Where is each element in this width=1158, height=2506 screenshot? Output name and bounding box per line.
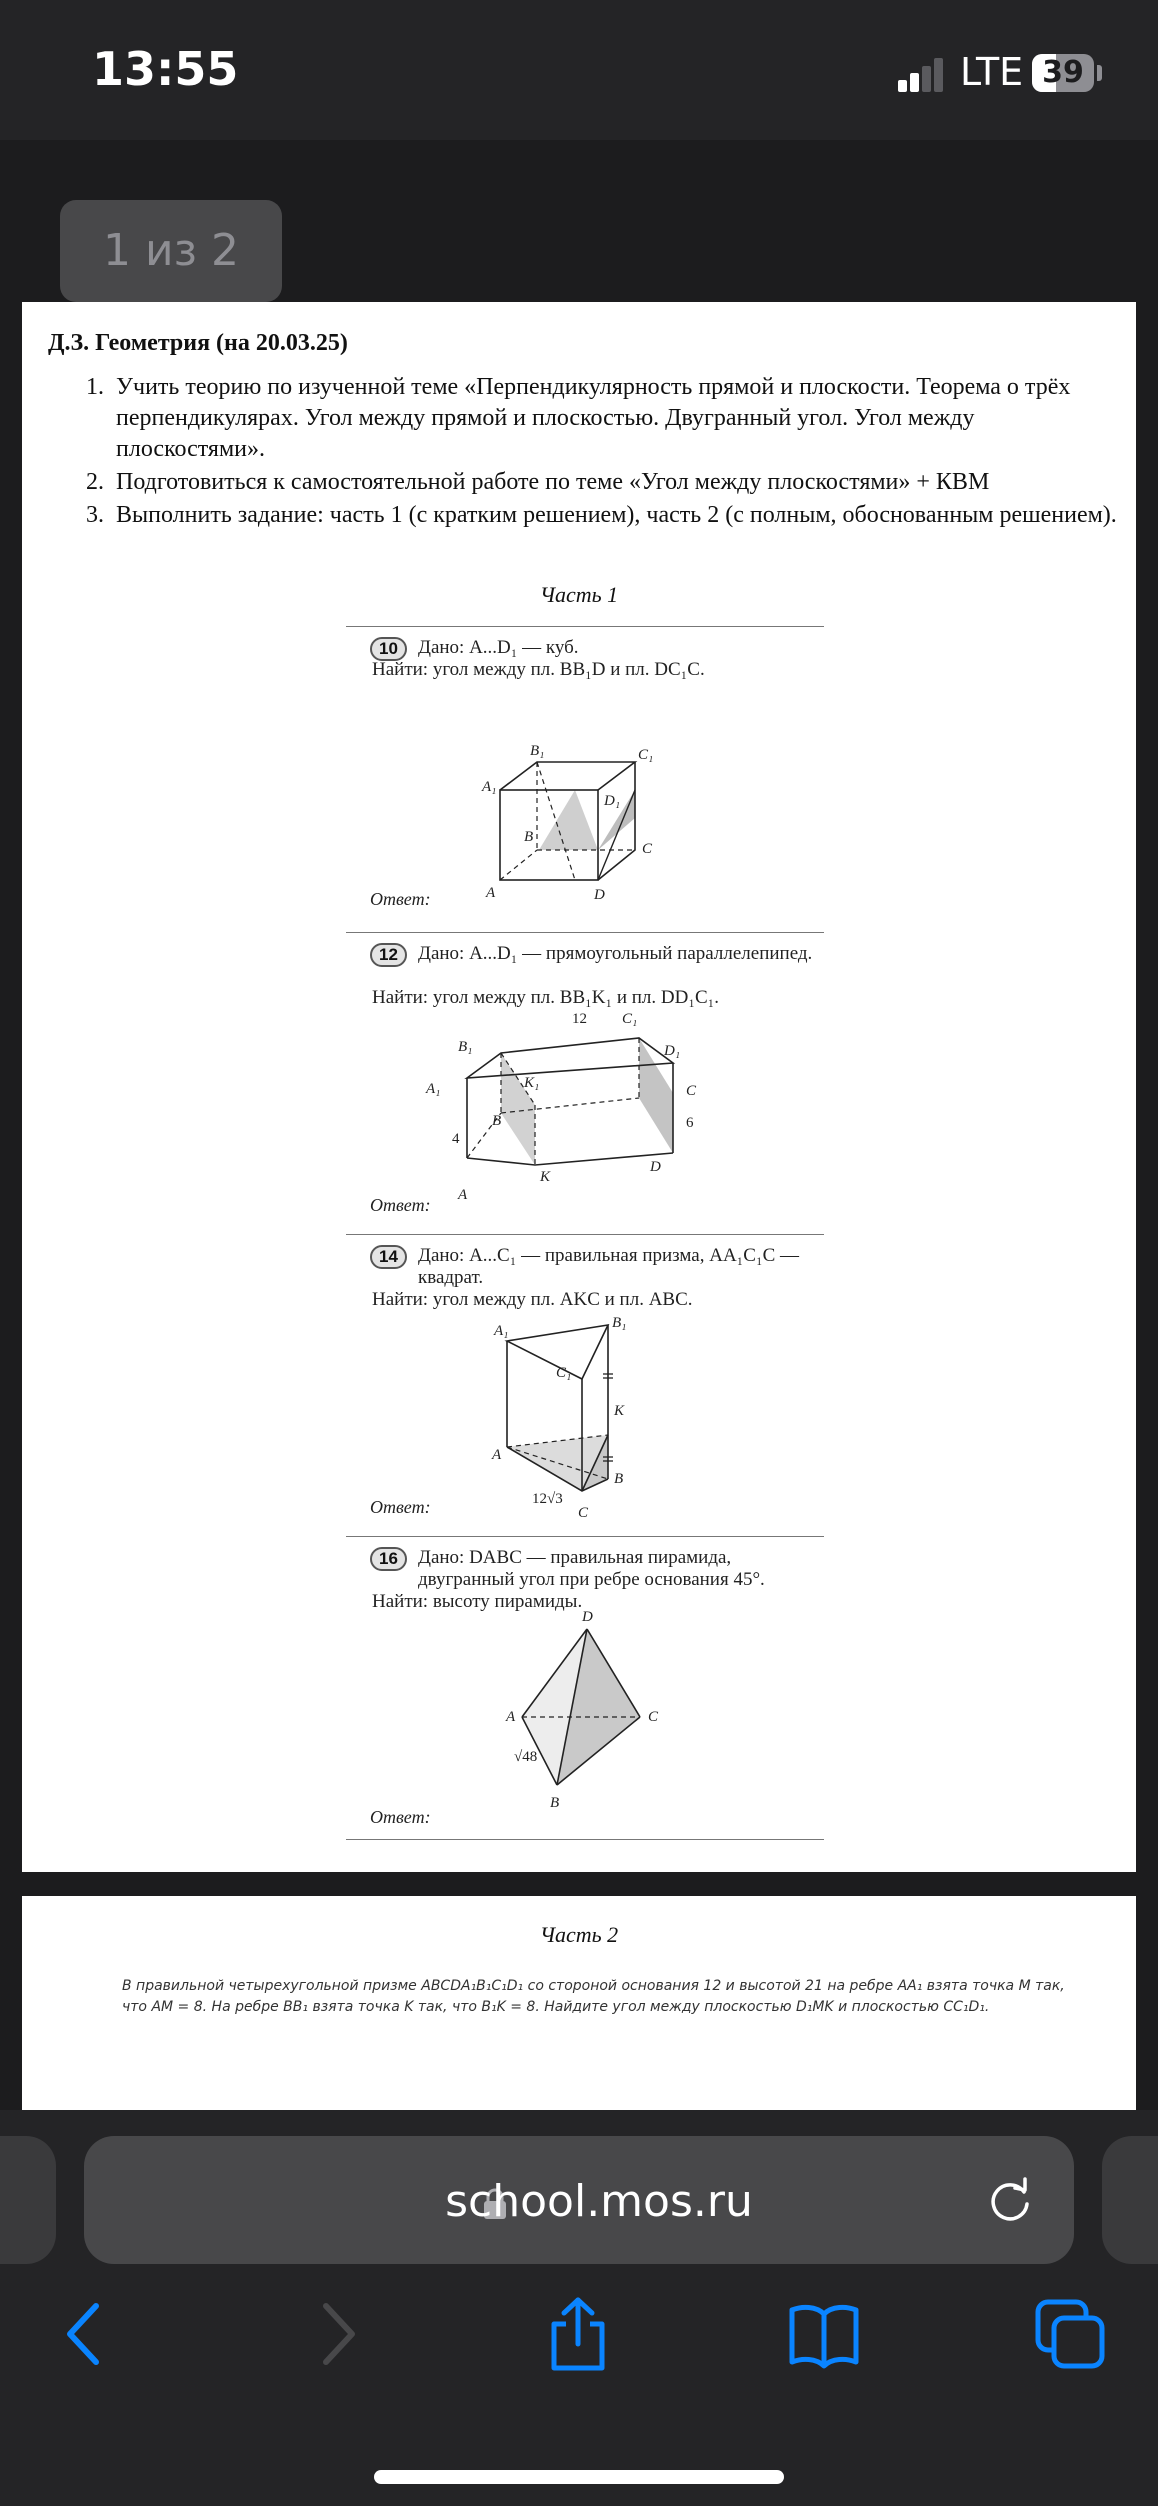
point-label: B₁	[530, 743, 545, 759]
problem-answer: Ответ:	[370, 889, 431, 909]
problem-10	[346, 626, 824, 917]
point-label: C₁	[622, 1011, 638, 1027]
point-label: C₁	[556, 1365, 572, 1381]
problem-given: Дано: A...D₁ — прямоугольный параллелепипед.	[418, 943, 813, 964]
point-label: D₁	[604, 793, 621, 809]
battery-nub	[1097, 65, 1102, 81]
point-label: D₁	[664, 1043, 681, 1059]
task-text: Выполнить задание: часть 1 (с кратким решением), часть 2 (с полным, обоснованным решением).	[116, 502, 1117, 528]
next-tab-preview[interactable]	[1102, 2136, 1158, 2264]
problem-find: Найти: высоту пирамиды.	[372, 1591, 583, 1612]
problem-number: 14	[370, 1245, 407, 1269]
forward-chevron-right-icon[interactable]	[298, 2296, 374, 2372]
problem-16	[346, 1536, 824, 1840]
problem-12	[346, 932, 824, 1223]
task-list	[48, 372, 1118, 533]
problem-given: Дано: A...C₁ — правильная призма, AA₁C₁C — квадрат.	[418, 1245, 800, 1288]
previous-tab-preview[interactable]	[0, 2136, 56, 2264]
task-number: 1.	[86, 374, 104, 400]
problem-given: Дано: DABC — правильная пирамида, двугранный угол при ребре основания 45°.	[418, 1547, 765, 1590]
point-label: D	[650, 1159, 661, 1175]
browser-bottom-bar	[0, 2110, 1158, 2506]
point-label: C₁	[638, 747, 654, 763]
address-bar[interactable]	[84, 2136, 1074, 2264]
point-label: K	[614, 1403, 625, 1419]
problem-answer: Ответ:	[370, 1497, 431, 1517]
tabs-icon[interactable]	[1032, 2296, 1108, 2372]
cube-diagram	[464, 707, 774, 917]
point-label: D	[594, 887, 605, 903]
task-item	[48, 467, 1118, 498]
point-label: C	[578, 1505, 589, 1521]
point-label: B	[550, 1795, 560, 1811]
dimension-width: 4	[452, 1131, 460, 1147]
task-number: 3.	[86, 502, 104, 528]
dimension-length: 12	[572, 1011, 587, 1027]
point-label: D	[582, 1609, 593, 1625]
task-number: 2.	[86, 469, 104, 495]
pyramid-diagram	[464, 1607, 804, 1839]
parallelepiped-diagram	[452, 1003, 784, 1223]
point-label: A	[486, 885, 496, 901]
task-text: Подготовиться к самостоятельной работе по теме «Угол между плоскостями» + КВМ	[116, 469, 990, 495]
network-type: LTE	[960, 50, 1024, 94]
point-label: B	[492, 1113, 502, 1129]
share-icon[interactable]	[540, 2296, 616, 2372]
point-label: A	[492, 1447, 502, 1463]
point-label: C	[642, 841, 653, 857]
part2-heading: Часть 2	[539, 1922, 619, 1947]
battery-icon	[1032, 54, 1094, 92]
problem-number: 16	[370, 1547, 407, 1571]
dimension-height: 6	[686, 1115, 694, 1131]
problem-find: Найти: угол между пл. BB₁K₁ и пл. DD₁C₁.	[372, 987, 720, 1008]
point-label: B₁	[458, 1039, 473, 1055]
status-bar	[0, 0, 1158, 140]
problem-find: Найти: угол между пл. AKC и пл. ABC.	[372, 1289, 693, 1310]
problem-find: Найти: угол между пл. BB₁D и пл. DC₁C.	[372, 659, 705, 680]
point-label: C	[686, 1083, 697, 1099]
side-length: 12√3	[532, 1491, 563, 1507]
part2-problem-text: В правильной четырехугольной призме ABCDA₁B₁C₁D₁ со стороной основания 12 и высотой 21 на ребре AA₁ взята точка M так, что AM = 8. На ребре BB₁ взята точка K так, что B₁K = 8. Найдите угол между плоскостью D₁MK и плоскостью CC₁D₁.	[122, 1978, 1065, 2015]
point-label-a1	[426, 1073, 466, 1123]
point-label: C	[648, 1709, 659, 1725]
point-label: A	[458, 1187, 468, 1203]
battery-level: 39	[1042, 55, 1084, 90]
problem-number: 12	[370, 943, 407, 967]
task-text: Учить теорию по изученной теме «Перпендикулярность прямой и плоскости. Теорема о трёх перпендикулярах. Угол между прямой и плоскостью. Двугранный угол. Угол между плоскостями».	[116, 374, 1071, 462]
point-label: K	[540, 1169, 551, 1185]
home-indicator[interactable]	[374, 2470, 784, 2484]
prism-diagram	[464, 1315, 804, 1525]
cellular-signal-icon	[898, 58, 944, 92]
page-counter: 1 из 2	[60, 200, 282, 302]
task-item	[48, 372, 1118, 465]
point-label: K₁	[524, 1075, 540, 1091]
status-time: 13:55	[92, 42, 239, 96]
url: school.mos.ru	[445, 2176, 753, 2227]
part1-heading: Часть 1	[539, 582, 619, 607]
problem-14	[346, 1234, 824, 1525]
reload-icon[interactable]	[984, 2174, 1036, 2226]
problem-number: 10	[370, 637, 407, 661]
point-label: A₁	[482, 779, 497, 795]
point-label: B₁	[612, 1315, 627, 1331]
url-text	[84, 2176, 1074, 2227]
point-label: A₁	[494, 1323, 509, 1339]
problem-given: Дано: A...D₁ — куб.	[418, 637, 579, 658]
document-page-2[interactable]	[22, 1896, 1136, 2110]
bookmarks-book-icon[interactable]	[786, 2296, 862, 2372]
point-label: A₁	[426, 1081, 441, 1097]
task-item	[48, 500, 1118, 531]
problem-answer: Ответ:	[370, 1195, 431, 1215]
point-label: A	[506, 1709, 516, 1725]
edge-length: √48	[514, 1749, 538, 1765]
document-title: Д.З. Геометрия (на 20.03.25)	[48, 330, 348, 356]
point-label: B	[614, 1471, 624, 1487]
problem-answer: Ответ:	[370, 1807, 431, 1827]
document-page-1[interactable]	[22, 302, 1136, 1872]
point-label: B	[524, 829, 534, 845]
back-chevron-left-icon[interactable]	[48, 2296, 124, 2372]
